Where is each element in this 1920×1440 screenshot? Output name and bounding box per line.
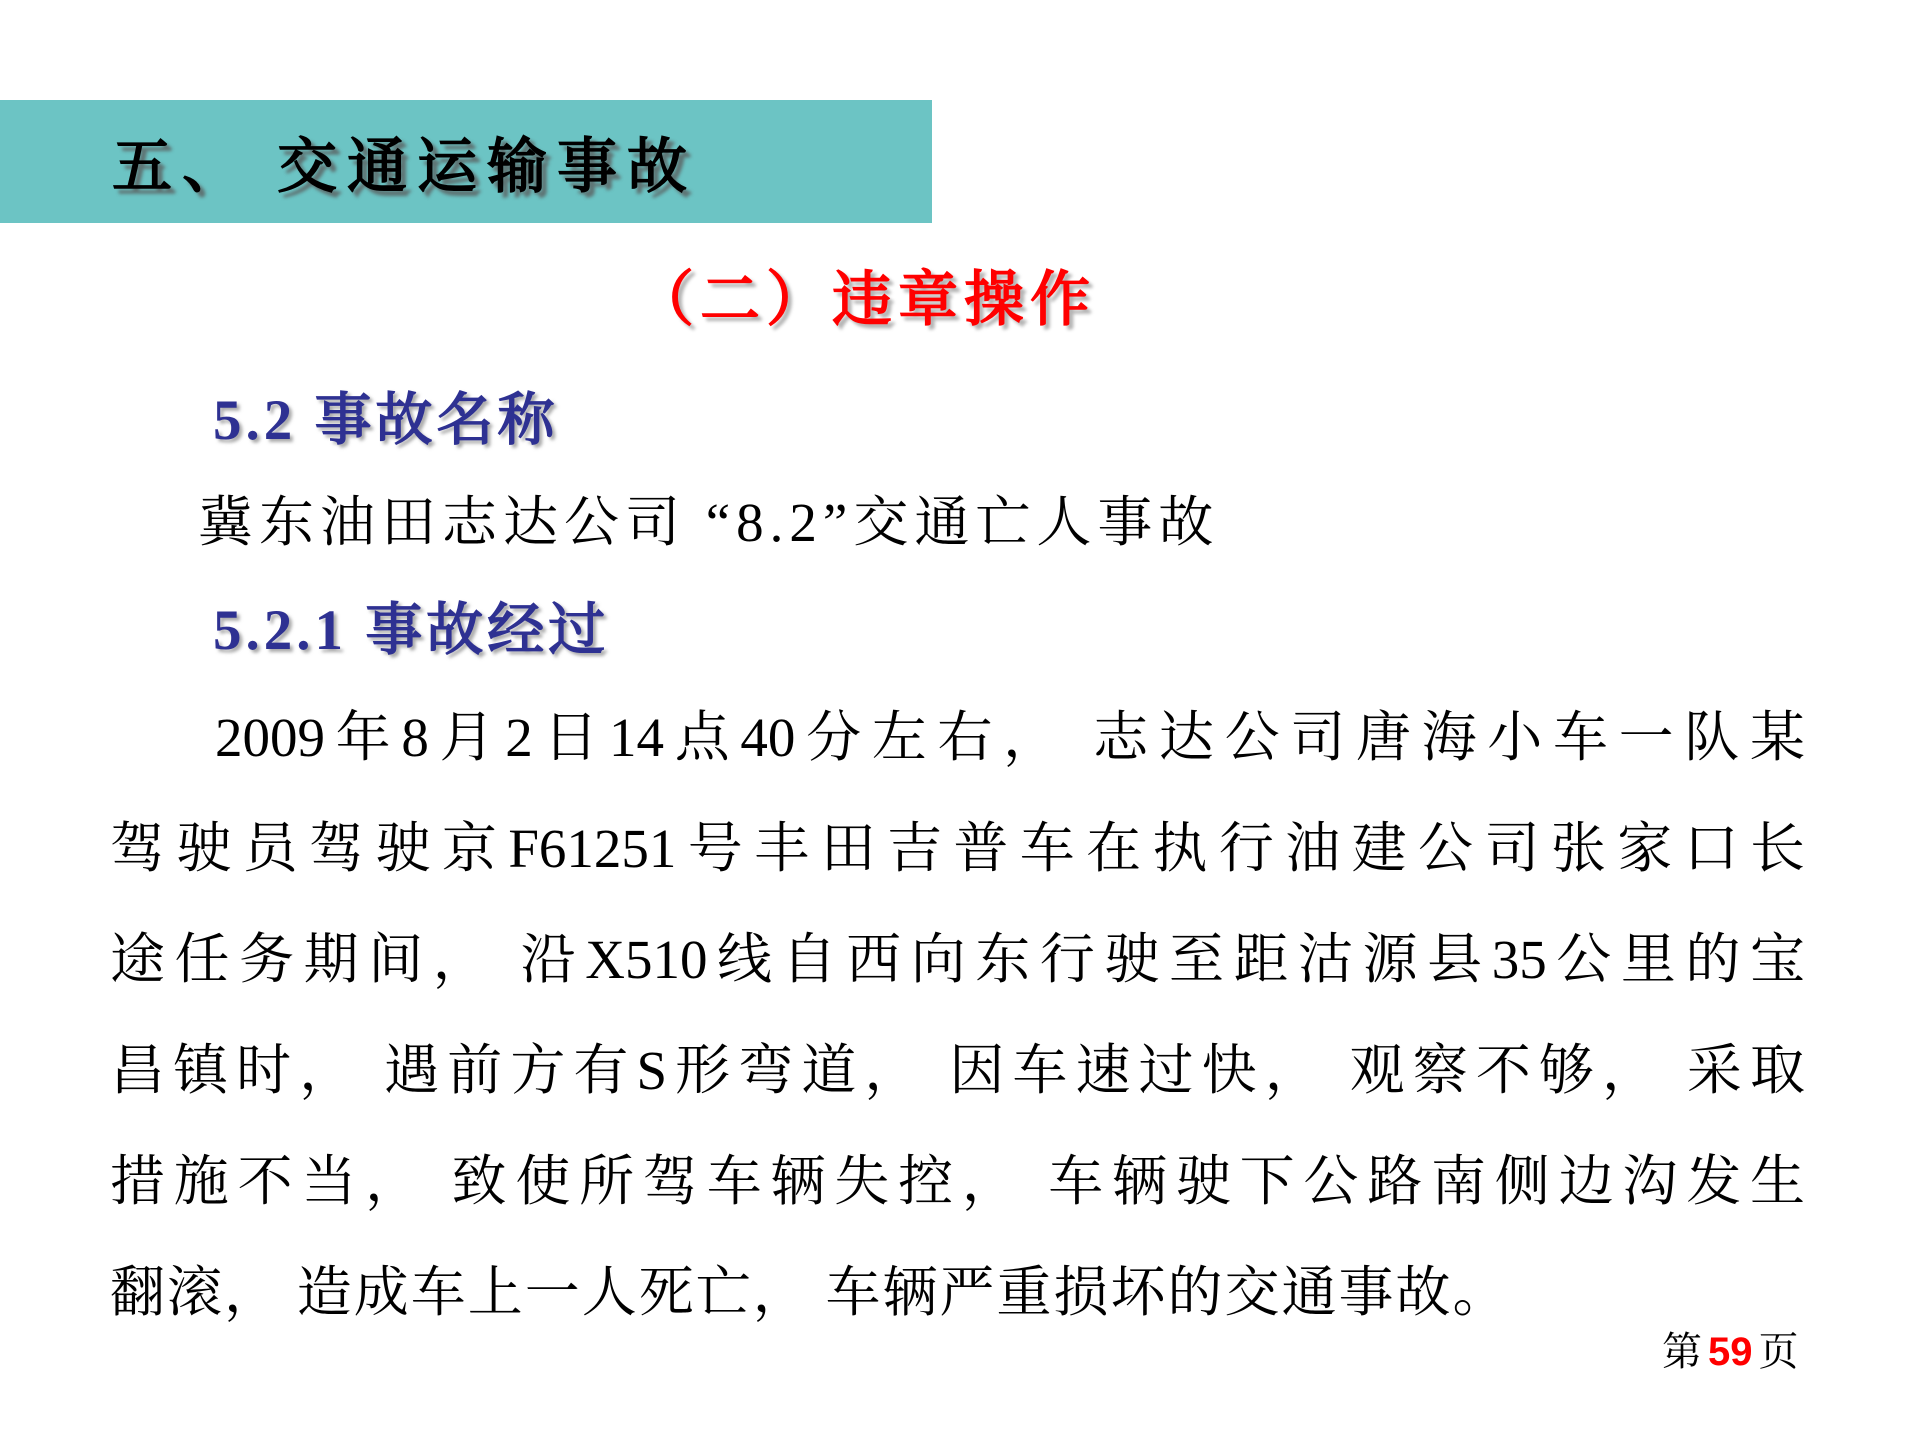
heading-5-2-1-accident-course: 5.2.1 事故经过 [213, 599, 610, 662]
slide-title: 五、 交通运输事故 [112, 133, 697, 200]
page-number-prefix: 第 [1662, 1329, 1702, 1374]
page-number-footer [1662, 1320, 1799, 1377]
body-line: 昌镇时， 遇前方有S形弯道， 因车速过快， 观察不够， 采取 [110, 1040, 1805, 1101]
body-line: 2009年8月2日14点40分左右， 志达公司唐海小车一队某 [215, 707, 1805, 768]
body-paragraph [110, 682, 1805, 1348]
page-number-suffix: 页 [1758, 1329, 1799, 1374]
body-line: 翻滚， 造成车上一人死亡， 车辆严重损坏的交通事故。 [110, 1262, 1510, 1323]
heading-5-2-accident-name: 5.2 事故名称 [213, 389, 559, 452]
section-subtitle: （二）违章操作 [634, 267, 1096, 333]
body-line: 驾驶员驾驶京F61251号丰田吉普车在执行油建公司张家口长 [110, 818, 1805, 879]
title-banner [0, 100, 932, 223]
accident-name-line: 冀东油田志达公司 “8.2”交通亡人事故 [198, 492, 1220, 553]
body-line: 途任务期间， 沿X510线自西向东行驶至距沽源县35公里的宝 [110, 929, 1805, 990]
page-number-value: 59 [1708, 1330, 1753, 1374]
body-line: 措施不当， 致使所驾车辆失控， 车辆驶下公路南侧边沟发生 [110, 1151, 1805, 1212]
